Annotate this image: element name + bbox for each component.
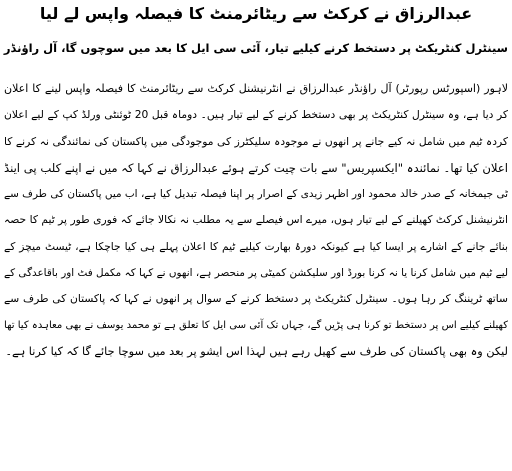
body-line: کھیلنے کیلیے اس پر دستخط تو کرنا ہی پڑیں گے، جہاں تک آئی سی ایل کا تعلق ہے تو محمد یوسف نے بھی معاہدہ کیا تھا bbox=[4, 319, 508, 331]
body-line: ساتھ ٹریننگ کر رہا ہوں۔ سینٹرل کنٹریکٹ پر دستخط کرنے کے سوال پر انھوں نے کہا کہ پاکستان کی طرف سے bbox=[4, 292, 508, 306]
body-line: انٹرنیشنل کرکٹ کھیلنے کے لیے تیار ہوں، میرے اس فیصلے سے یہ مطلب نہ نکالا جائے کہ فوری طور پر ٹیم کا حصہ bbox=[4, 213, 508, 227]
body-line: کردہ ٹیم میں شامل نہ کیے جانے پر انھوں نے موجودہ سلیکٹرز کی موجودگی میں پاکستان کی نمائندگی نہ کرنے کا bbox=[4, 134, 508, 148]
body-line: کر دیا ہے، وہ سینٹرل کنٹریکٹ پر بھی دستخط کرنے کے لیے تیار ہیں۔ دوماہ قبل 20 ٹوئنٹی ورلڈ کپ کے لیے اعلان bbox=[4, 108, 508, 122]
body-line: لیکن وہ بھی پاکستان کی طرف سے کھیل رہے ہیں لہذا اس ایشو پر بعد میں سوچا جائے گا کہ کیا کرنا ہے۔ bbox=[5, 344, 508, 358]
body-line: ٹی جیمخانہ کے صدر خالد محمود اور اظہر زیدی کے اصرار پر اپنا فیصلہ تبدیل کیا ہے، اب میں پاکستان کی طرف سے bbox=[4, 188, 508, 201]
article-subheadline-secondary bbox=[4, 62, 508, 64]
body-line: اعلان کیا تھا۔ نمائندہ "ایکسپریس" سے بات چیت کرتے ہوئے عبدالرزاق نے کہا کہ میں نے اپنے کلب پی اینڈ bbox=[4, 160, 508, 175]
article-subheadline: سینٹرل کنٹریکٹ پر دستخط کرنے کیلیے تیار، آئی سی ایل کا بعد میں سوچوں گا، آل راؤنڈر bbox=[3, 41, 508, 55]
body-line: لیے ٹیم میں شامل کرنا یا نہ کرنا بورڈ اور سلیکشن کمیٹی پر منحصر ہے، انھوں نے کہا کہ مکمل فٹ اور باقاعدگی کے bbox=[4, 267, 508, 280]
body-line: لاہور (اسپورٹس رپورٹر) آل راؤنڈر عبدالرزاق نے انٹرنیشنل کرکٹ سے ریٹائرمنٹ کا فیصلہ واپس لینے کا اعلان bbox=[4, 82, 508, 95]
article-headline: عبدالرزاق نے کرکٹ سے ریٹائرمنٹ کا فیصلہ واپس لے لیا bbox=[39, 4, 473, 23]
article-body bbox=[4, 76, 508, 365]
body-line: بنائے جانے کے اشارے پر ایسا کیا ہے کیونکہ دورۂ بھارت کیلیے ٹیم کا اعلان پہلے ہی کیا جاچکا ہے، ٹیسٹ میچز کے bbox=[4, 239, 508, 253]
